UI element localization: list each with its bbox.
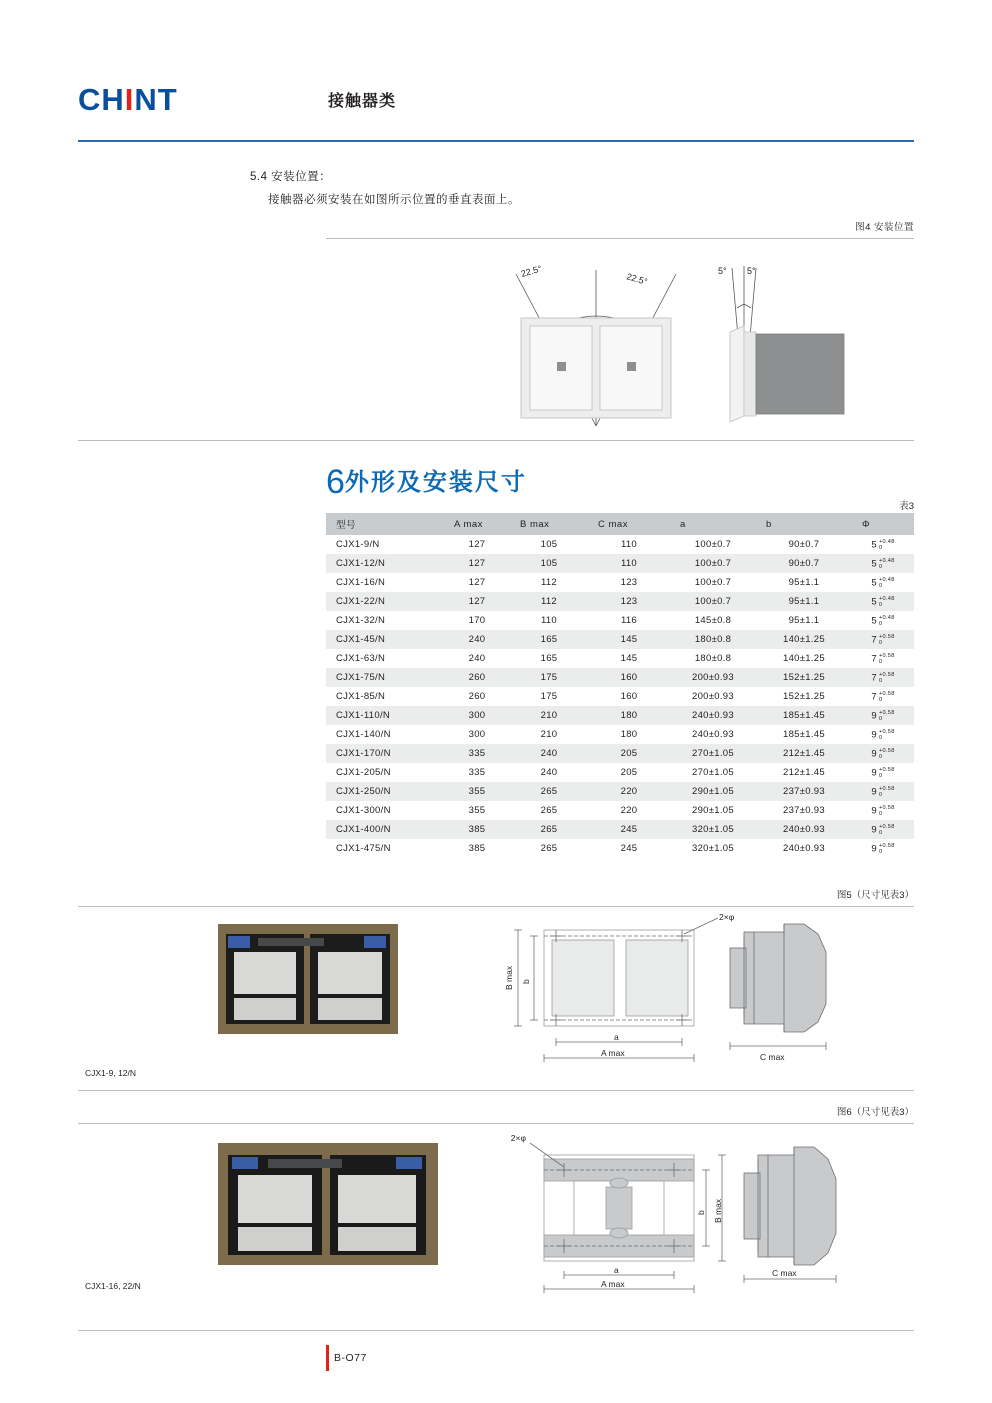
cell-model: CJX1-400/N [326,820,444,839]
svg-text:2×φ: 2×φ [510,1133,526,1143]
cell-a-max: 260 [444,668,510,687]
table-row [326,630,914,649]
cell-b-max: 175 [510,668,588,687]
svg-text:C max: C max [772,1268,797,1278]
table-row [326,554,914,573]
cell-c-max: 160 [588,687,670,706]
cell-c-max: 145 [588,649,670,668]
figure6-product-label: CJX1-16, 22/N [85,1281,141,1291]
cell-phi: 9 +0.58 0 [852,839,914,858]
cell-c-max: 180 [588,725,670,744]
cell-model: CJX1-170/N [326,744,444,763]
page-title: 接触器类 [328,93,397,110]
cell-b: 140±1.25 [756,649,852,668]
cell-a-max: 335 [444,763,510,782]
cell-c-max: 245 [588,839,670,858]
svg-text:A max: A max [601,1279,625,1289]
table-column-header: 型号 [326,513,444,535]
cell-b-max: 240 [510,744,588,763]
cell-b-max: 105 [510,535,588,554]
figure5-top-rule [78,906,914,907]
cell-phi: 9 +0.58 0 [852,763,914,782]
cell-b: 152±1.25 [756,687,852,706]
cell-a: 180±0.8 [670,630,756,649]
cell-model: CJX1-22/N [326,592,444,611]
table-column-header: b [756,513,852,535]
cell-a: 145±0.8 [670,611,756,630]
cell-a-max: 127 [444,535,510,554]
cell-a: 320±1.05 [670,839,756,858]
cell-a-max: 127 [444,573,510,592]
table-column-header: A max [444,513,510,535]
figure4-top-rule [326,238,914,239]
table-row [326,801,914,820]
cell-c-max: 110 [588,535,670,554]
cell-c-max: 205 [588,763,670,782]
cell-b-max: 165 [510,630,588,649]
brand-logo [78,82,178,118]
cell-b: 90±0.7 [756,554,852,573]
section-5-4-heading: 5.4 安装位置： [250,171,332,183]
cell-c-max: 116 [588,611,670,630]
cell-c-max: 245 [588,820,670,839]
cell-c-max: 145 [588,630,670,649]
cell-a-max: 355 [444,801,510,820]
svg-text:b: b [696,1210,706,1215]
cell-b: 240±0.93 [756,820,852,839]
cell-b-max: 110 [510,611,588,630]
cell-b-max: 105 [510,554,588,573]
cell-b: 140±1.25 [756,630,852,649]
cell-a: 290±1.05 [670,801,756,820]
cell-phi: 5 +0.48 0 [852,592,914,611]
cell-a-max: 260 [444,687,510,706]
table-row [326,535,914,554]
header-divider [78,140,914,142]
cell-b-max: 240 [510,763,588,782]
cell-b: 95±1.1 [756,592,852,611]
cell-a-max: 170 [444,611,510,630]
svg-text:a: a [614,1265,619,1275]
cell-phi: 9 +0.58 0 [852,782,914,801]
cell-c-max: 220 [588,782,670,801]
cell-c-max: 110 [588,554,670,573]
cell-a: 200±0.93 [670,687,756,706]
figure6-caption: 图6（尺寸见表3） [836,1107,914,1118]
cell-a: 200±0.93 [670,668,756,687]
table-column-header: B max [510,513,588,535]
cell-b-max: 112 [510,592,588,611]
cell-a-max: 127 [444,592,510,611]
cell-model: CJX1-63/N [326,649,444,668]
cell-phi: 5 +0.48 0 [852,611,914,630]
cell-model: CJX1-475/N [326,839,444,858]
table-header-row [326,513,914,535]
table-row [326,611,914,630]
cell-a: 100±0.7 [670,592,756,611]
cell-b-max: 175 [510,687,588,706]
cell-model: CJX1-140/N [326,725,444,744]
table-row [326,820,914,839]
cell-phi: 5 +0.48 0 [852,554,914,573]
cell-b-max: 210 [510,725,588,744]
cell-b: 95±1.1 [756,611,852,630]
cell-a-max: 385 [444,839,510,858]
table-column-header: C max [588,513,670,535]
svg-text:2×φ: 2×φ [719,912,735,922]
cell-phi: 5 +0.48 0 [852,573,914,592]
svg-text:5°: 5° [718,266,727,276]
table-row [326,782,914,801]
figure4-bottom-rule [78,440,914,441]
svg-text:22.5°: 22.5° [625,271,649,287]
cell-b: 90±0.7 [756,535,852,554]
table-row [326,763,914,782]
cell-a: 100±0.7 [670,535,756,554]
cell-model: CJX1-250/N [326,782,444,801]
cell-b-max: 165 [510,649,588,668]
cell-b: 185±1.45 [756,706,852,725]
cell-model: CJX1-85/N [326,687,444,706]
table-body [326,535,914,858]
svg-text:C max: C max [760,1052,785,1062]
svg-text:22.5°: 22.5° [519,263,543,279]
cell-model: CJX1-32/N [326,611,444,630]
table-column-header: a [670,513,756,535]
figure6-bottom-rule [78,1330,914,1331]
cell-a: 180±0.8 [670,649,756,668]
cell-b: 240±0.93 [756,839,852,858]
table3-caption: 表3 [899,501,914,512]
section-6-title: 外形及安装尺寸 [344,469,527,496]
cell-a-max: 385 [444,820,510,839]
cell-phi: 7 +0.58 0 [852,687,914,706]
cell-c-max: 123 [588,592,670,611]
cell-a: 100±0.7 [670,554,756,573]
cell-phi: 9 +0.58 0 [852,725,914,744]
cell-phi: 9 +0.58 0 [852,820,914,839]
figure4-caption: 图4 安装位置 [855,222,914,233]
section-6-number: 6 [326,463,345,501]
table-row [326,573,914,592]
figure5-caption: 图5（尺寸见表3） [836,890,914,901]
table-column-header: Φ [852,513,914,535]
table-row [326,592,914,611]
cell-phi: 7 +0.58 0 [852,649,914,668]
cell-phi: 7 +0.58 0 [852,630,914,649]
table-row [326,649,914,668]
cell-model: CJX1-110/N [326,706,444,725]
cell-a: 240±0.93 [670,725,756,744]
cell-a-max: 240 [444,649,510,668]
cell-c-max: 180 [588,706,670,725]
table-row [326,725,914,744]
svg-text:5°: 5° [747,266,756,276]
table-row [326,687,914,706]
cell-b-max: 265 [510,801,588,820]
brand-logo-text: CHINT [78,82,178,117]
cell-b-max: 210 [510,706,588,725]
svg-text:B max: B max [713,1198,723,1223]
cell-a-max: 127 [444,554,510,573]
cell-b-max: 265 [510,820,588,839]
cell-a: 240±0.93 [670,706,756,725]
cell-c-max: 205 [588,744,670,763]
cell-model: CJX1-16/N [326,573,444,592]
cell-phi: 5 +0.48 0 [852,535,914,554]
dimensions-table [326,513,914,858]
svg-text:b: b [521,979,531,984]
cell-a: 290±1.05 [670,782,756,801]
cell-model: CJX1-205/N [326,763,444,782]
cell-b: 212±1.45 [756,744,852,763]
cell-phi: 7 +0.58 0 [852,668,914,687]
cell-c-max: 123 [588,573,670,592]
cell-a-max: 335 [444,744,510,763]
figure5-product-label: CJX1-9, 12/N [85,1068,137,1078]
table-row [326,744,914,763]
cell-model: CJX1-9/N [326,535,444,554]
cell-b: 185±1.45 [756,725,852,744]
cell-a-max: 355 [444,782,510,801]
figure5-bottom-rule [78,1090,914,1091]
cell-model: CJX1-300/N [326,801,444,820]
cell-a-max: 300 [444,706,510,725]
cell-b: 237±0.93 [756,801,852,820]
cell-b-max: 265 [510,839,588,858]
cell-b-max: 112 [510,573,588,592]
cell-a: 100±0.7 [670,573,756,592]
svg-text:B max: B max [504,965,514,990]
cell-phi: 9 +0.58 0 [852,744,914,763]
table-row [326,839,914,858]
cell-b: 212±1.45 [756,763,852,782]
cell-a: 320±1.05 [670,820,756,839]
page-header [78,78,914,138]
cell-b: 152±1.25 [756,668,852,687]
cell-phi: 9 +0.58 0 [852,801,914,820]
figure6-drawing [78,1129,914,1309]
cell-b: 237±0.93 [756,782,852,801]
cell-model: CJX1-12/N [326,554,444,573]
svg-text:A max: A max [601,1048,625,1058]
cell-a-max: 300 [444,725,510,744]
page-number: B-O77 [334,1352,367,1364]
cell-b: 95±1.1 [756,573,852,592]
figure4-drawing [326,246,914,436]
figure5-drawing [78,912,914,1082]
cell-c-max: 160 [588,668,670,687]
cell-a-max: 240 [444,630,510,649]
footer-accent-bar [326,1345,329,1371]
cell-phi: 9 +0.58 0 [852,706,914,725]
cell-model: CJX1-75/N [326,668,444,687]
figure6-top-rule [78,1123,914,1124]
table-row [326,668,914,687]
section-6-heading [326,462,527,499]
cell-a: 270±1.05 [670,763,756,782]
svg-text:a: a [614,1032,619,1042]
table-row [326,706,914,725]
cell-c-max: 220 [588,801,670,820]
cell-b-max: 265 [510,782,588,801]
section-5-4-body: 接触器必须安装在如图所示位置的垂直表面上。 [268,194,520,206]
cell-model: CJX1-45/N [326,630,444,649]
cell-a: 270±1.05 [670,744,756,763]
